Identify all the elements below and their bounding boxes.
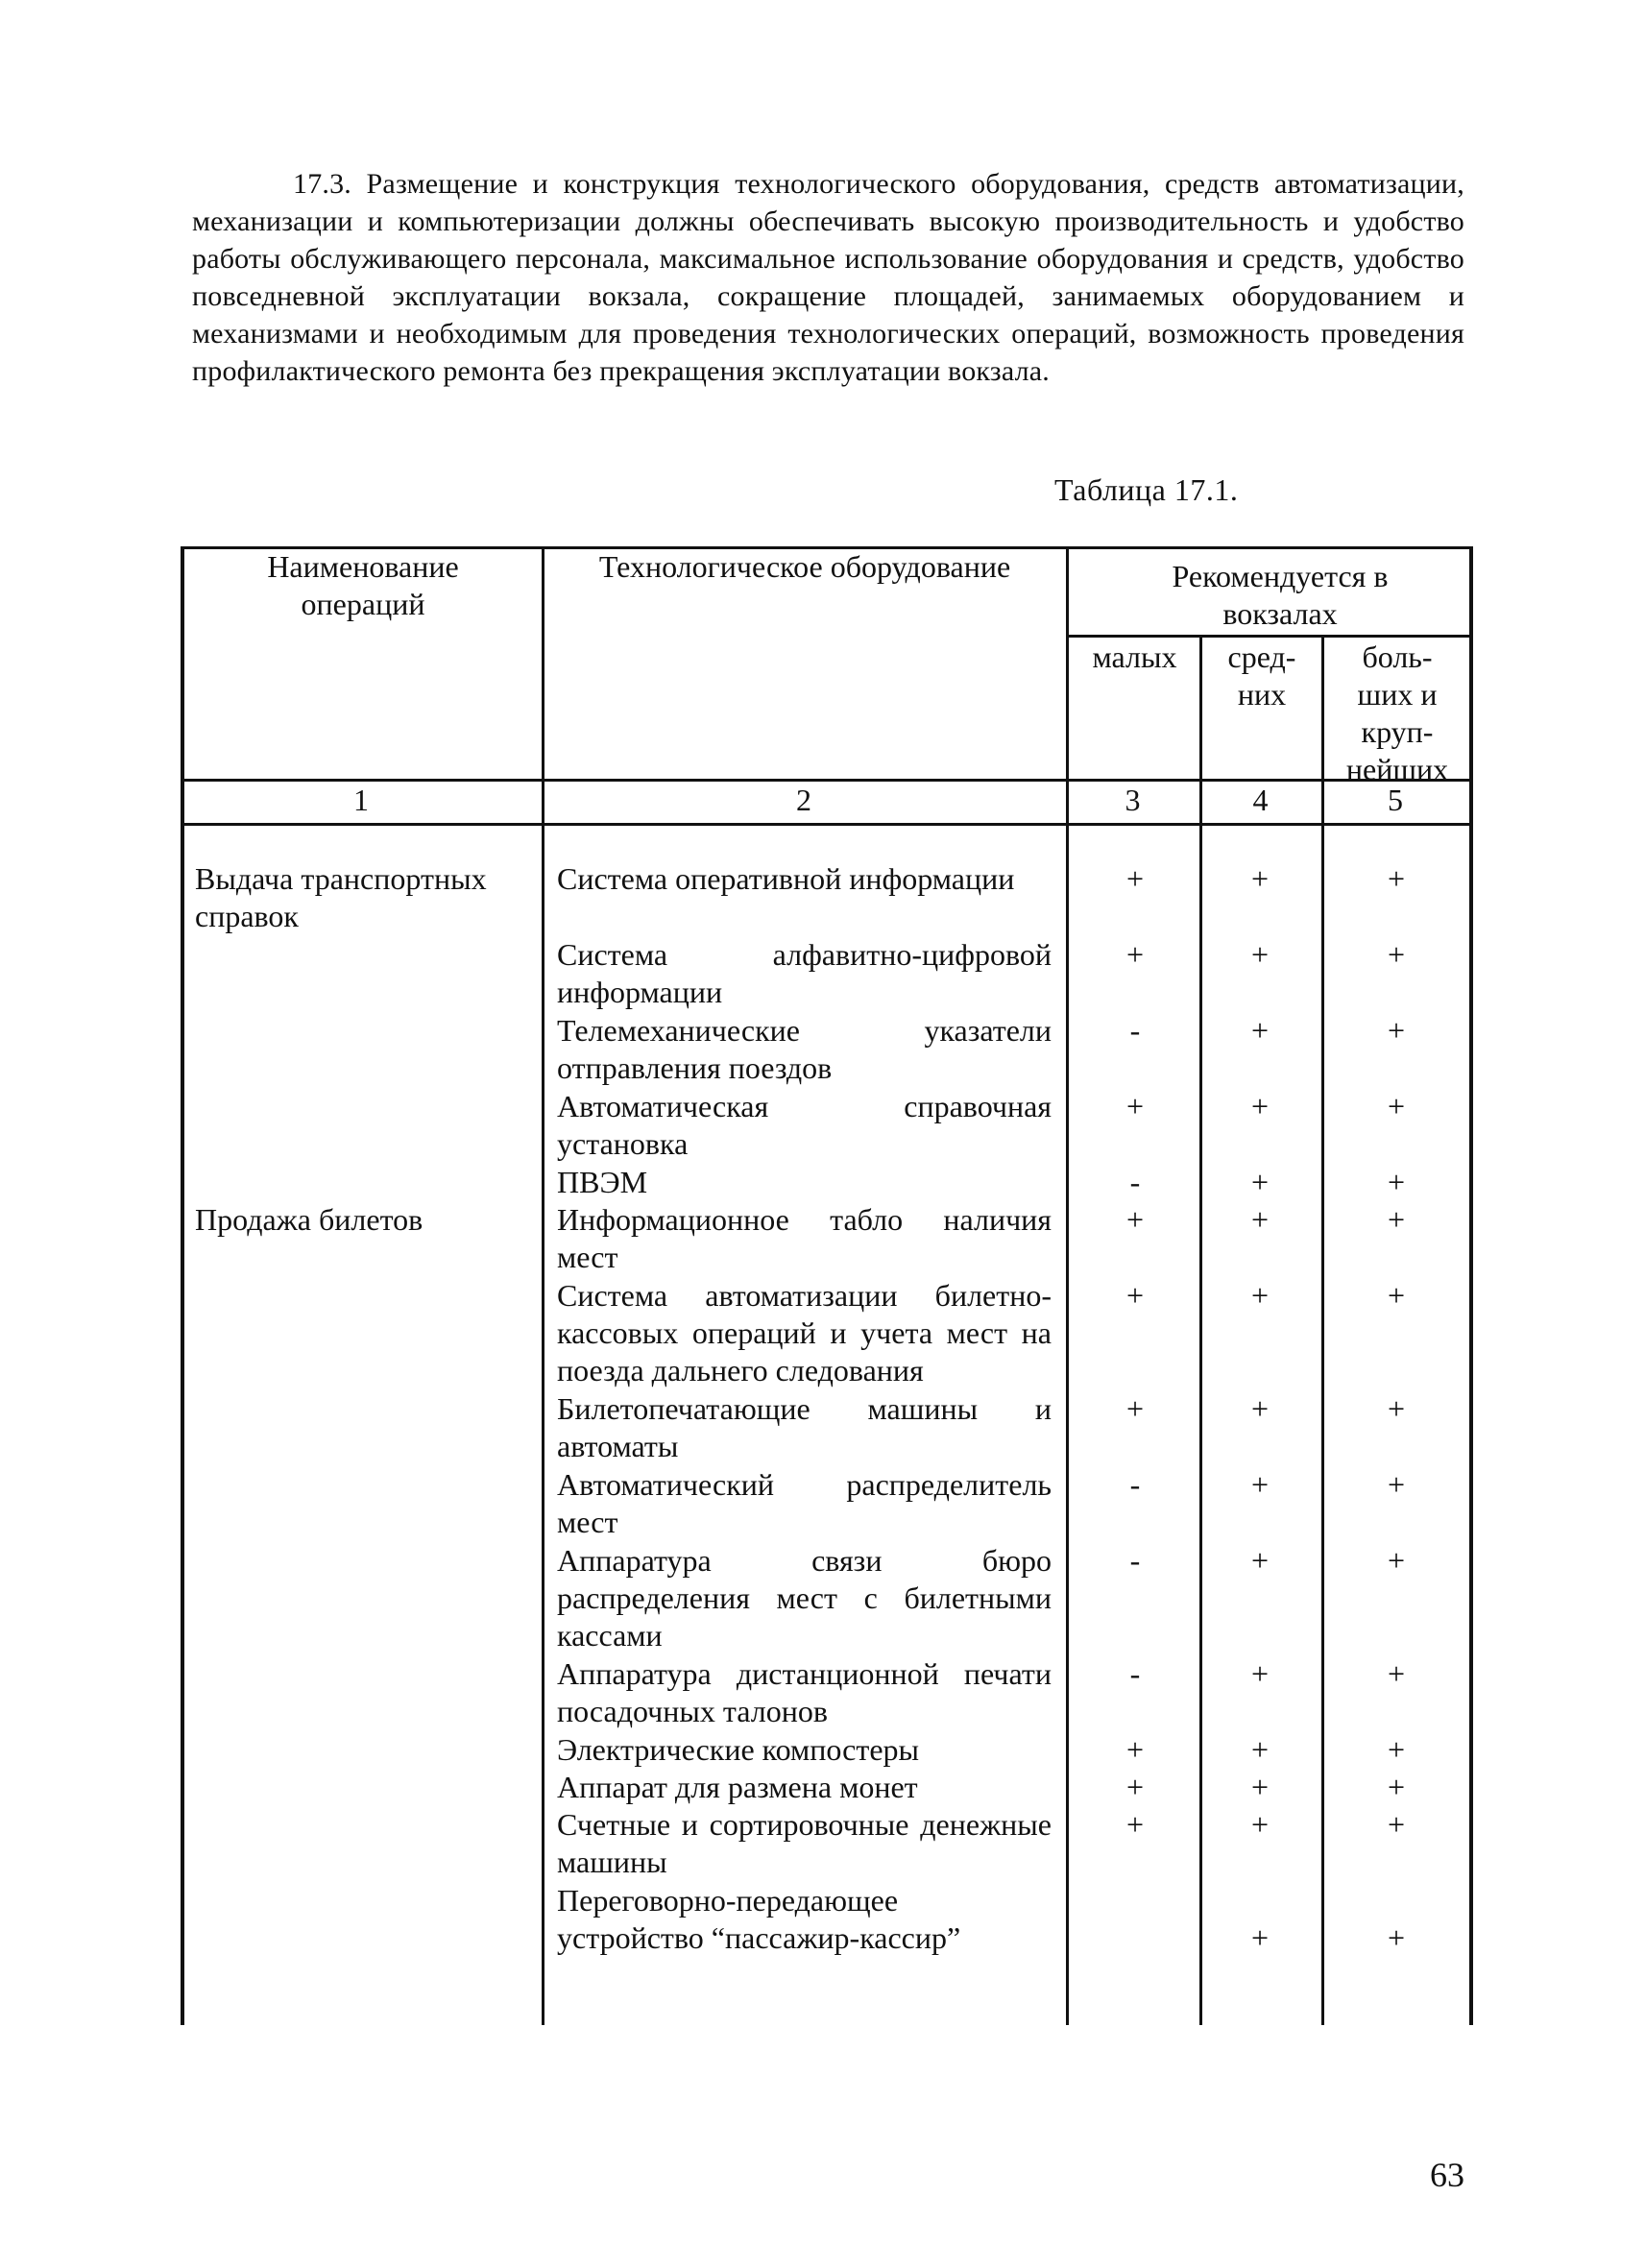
mark-small: + xyxy=(1125,1391,1145,1426)
column-number-5: 5 xyxy=(1388,783,1403,817)
column-number-3: 3 xyxy=(1125,783,1141,817)
equipment-cell: Переговорно-передающее устройство “пассажир-кассир” xyxy=(557,1883,961,1955)
equipment-cell: Электрические компостеры xyxy=(557,1732,920,1767)
equipment-cell: ПВЭМ xyxy=(557,1165,648,1199)
equipment-cell: Автоматический распределитель мест xyxy=(557,1467,1052,1539)
mark-large: + xyxy=(1387,1770,1406,1804)
mark-large: + xyxy=(1387,1543,1406,1578)
mark-medium: + xyxy=(1250,861,1270,896)
mark-medium: + xyxy=(1250,1278,1270,1313)
mark-large: + xyxy=(1387,1807,1406,1842)
mark-medium: + xyxy=(1250,1165,1270,1199)
column-divider-1 xyxy=(542,546,544,2025)
table-left-border xyxy=(181,546,184,2025)
equipment-cell: Система оперативной информации xyxy=(557,861,1015,896)
table-right-border xyxy=(1469,546,1473,2025)
mark-large: + xyxy=(1387,1089,1406,1123)
numbers-bottom-rule xyxy=(181,823,1472,826)
mark-small: + xyxy=(1125,1278,1145,1313)
equipment-cell: Аппаратура дистанционной печати посадочных талонов xyxy=(557,1656,1052,1728)
mark-medium: + xyxy=(1250,1770,1270,1804)
mark-large: + xyxy=(1387,1656,1406,1691)
equipment-table xyxy=(181,546,1472,2025)
header-large: боль- ших и круп- нейших xyxy=(1345,639,1449,786)
mark-large: + xyxy=(1387,937,1406,972)
table-caption: Таблица 17.1. xyxy=(1054,472,1239,507)
equipment-cell: Аппарат для размена монет xyxy=(557,1770,918,1804)
mark-small: + xyxy=(1125,1732,1145,1767)
mark-medium: + xyxy=(1250,1543,1270,1578)
mark-small: - xyxy=(1129,1467,1141,1502)
mark-medium: + xyxy=(1250,1807,1270,1842)
header-recommended: Рекомендуется в вокзалах xyxy=(1172,559,1389,631)
operation-cell: Выдача транспортных справок xyxy=(195,861,487,933)
equipment-cell: Счетные и сортировочные денежные машины xyxy=(557,1807,1052,1879)
mark-small: - xyxy=(1129,1165,1141,1199)
mark-medium: + xyxy=(1250,937,1270,972)
column-number-4: 4 xyxy=(1252,783,1269,817)
page-number: 63 xyxy=(1430,2156,1464,2194)
mark-large: + xyxy=(1387,1391,1406,1426)
column-number-2: 2 xyxy=(796,783,811,817)
mark-large: + xyxy=(1387,1920,1406,1955)
mark-large: + xyxy=(1387,1202,1406,1237)
operation-cell: Продажа билетов xyxy=(195,1202,423,1237)
mark-small: + xyxy=(1125,1770,1145,1804)
mark-medium: + xyxy=(1250,1467,1270,1502)
equipment-cell: Система автоматизации билетно-кассовых операций и учета мест на поезда дальнего следования xyxy=(557,1278,1052,1387)
mark-large: + xyxy=(1387,861,1406,896)
column-divider-2 xyxy=(1066,546,1069,2025)
intro-paragraph: 17.3. Размещение и конструкция технологического оборудования, средств автоматизации, механизации и компьютеризации должны обеспечивать высокую производительность и удобство работы обслуживающего персонала, максимальное использование оборудования и средств, удобство повседневной эксплуатации вокзала, сокращение площадей, занимаемых оборудованием и механизмами и необходимым для проведения технологических операций, возможность проведения профилактического ремонта без прекращения эксплуатации вокзала. xyxy=(192,168,1464,387)
mark-small: + xyxy=(1125,861,1145,896)
equipment-cell: Автоматическая справочная установка xyxy=(557,1089,1052,1161)
mark-medium: + xyxy=(1250,1089,1270,1123)
column-number-1: 1 xyxy=(353,783,369,817)
equipment-cell: Билетопечатающие машины и автоматы xyxy=(557,1391,1052,1463)
header-medium: сред- них xyxy=(1227,639,1296,712)
mark-small: + xyxy=(1125,1807,1145,1842)
mark-small: - xyxy=(1129,1013,1141,1048)
mark-small: + xyxy=(1125,1202,1145,1237)
header-operations: Наименование операций xyxy=(267,549,459,621)
mark-medium: + xyxy=(1250,1202,1270,1237)
mark-small: - xyxy=(1129,1543,1141,1578)
header-small: малых xyxy=(1092,639,1177,674)
equipment-cell: Телемеханические указатели отправления поездов xyxy=(557,1013,1052,1085)
mark-small: + xyxy=(1125,1089,1145,1123)
column-divider-3 xyxy=(1199,635,1202,2025)
equipment-cell: Система алфавитно-цифровой информации xyxy=(557,937,1052,1009)
header-equipment: Технологическое оборудование xyxy=(598,549,1011,584)
mark-large: + xyxy=(1387,1165,1406,1199)
equipment-cell: Информационное табло наличия мест xyxy=(557,1202,1052,1274)
mark-medium: + xyxy=(1250,1732,1270,1767)
mark-medium: + xyxy=(1250,1013,1270,1048)
recommended-subheader-rule xyxy=(1066,635,1472,638)
mark-medium: + xyxy=(1250,1656,1270,1691)
equipment-cell: Аппаратура связи бюро распределения мест с билетными кассами xyxy=(557,1543,1052,1653)
mark-large: + xyxy=(1387,1732,1406,1767)
mark-large: + xyxy=(1387,1278,1406,1313)
mark-large: + xyxy=(1387,1013,1406,1048)
column-divider-4 xyxy=(1321,635,1324,2025)
mark-small: - xyxy=(1129,1656,1141,1691)
mark-small: + xyxy=(1125,937,1145,972)
mark-medium: + xyxy=(1250,1920,1270,1955)
mark-large: + xyxy=(1387,1467,1406,1502)
mark-medium: + xyxy=(1250,1391,1270,1426)
